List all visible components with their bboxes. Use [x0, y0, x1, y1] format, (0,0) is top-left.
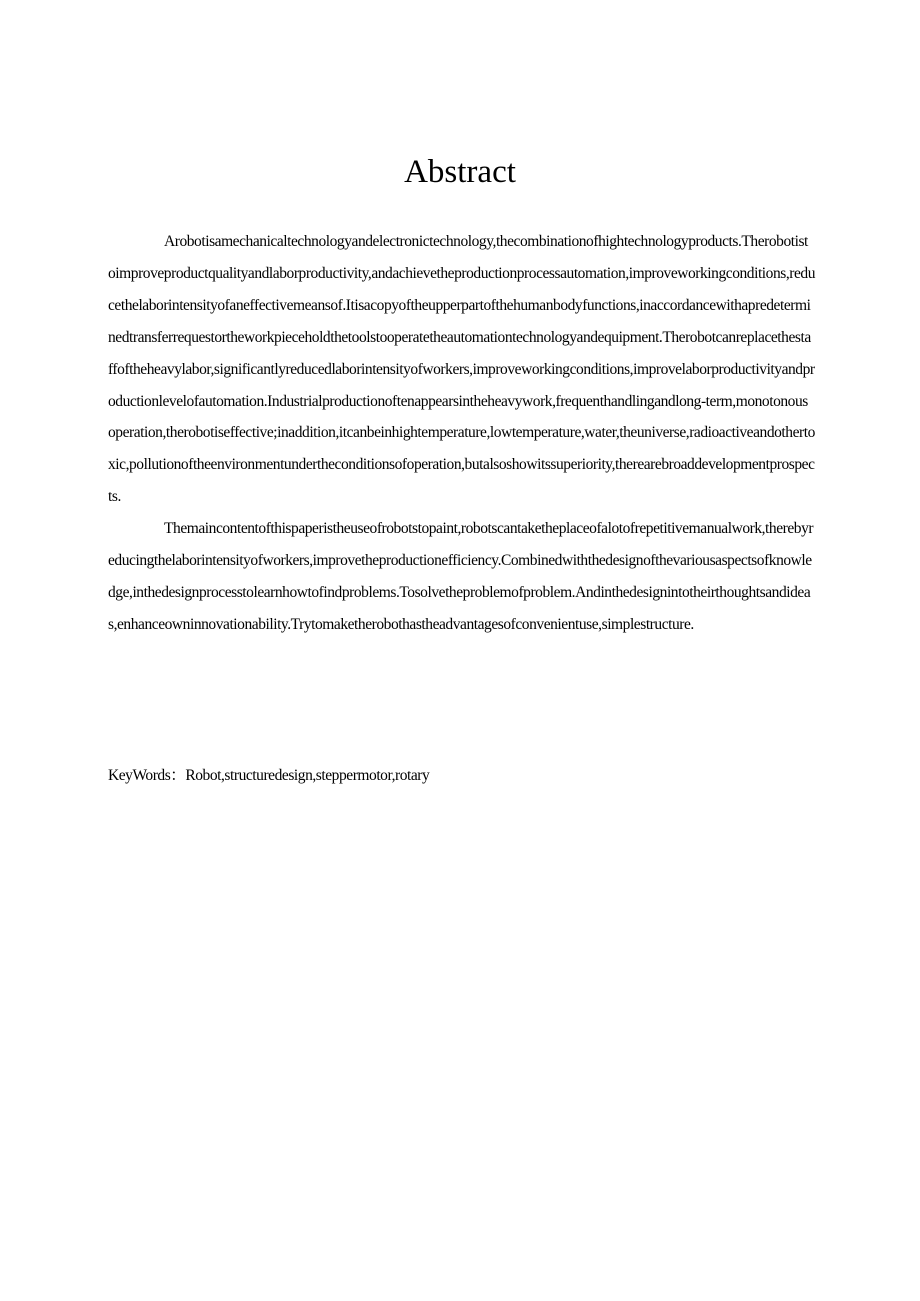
- keywords-line: [108, 760, 815, 792]
- abstract-body: [108, 226, 815, 641]
- abstract-paragraph-2: Themaincontentofthispaperistheuseofrobotstopaint,robotscantaketheplaceofalotofrepetitivemanualwork,therebyreducingthelaborintensityofworkers,improvetheproductionefficiency.Combinedwiththedesignofthevariousaspectsofknowledge,inthedesignprocesstolearnhowtofindproblems.Tosolvetheproblemofproblem.Andinthedesignintotheirthoughtsandideas,enhanceowninnovationability.Trytomaketherobothastheadvantagesofconvenientuse,simplestructure.: [108, 520, 814, 633]
- abstract-paragraph-1: Arobotisamechanicaltechnologyandelectronictechnology,thecombinationofhightechnologyproducts.Therobotistoimproveproductqualityandlaborproductivity,andachievetheproductionprocessautomation,improveworkingconditions,reducethelaborintensityofaneffectivemeansof.Itisacopyoftheupperpartofthehumanbodyfunctions,inaccordancewithapredeterminedtransferrequestortheworkpieceholdthetoolstooperatetheautomationtechnologyandequipment.Therobotcanreplacethestaffoftheheavylabor,significantlyreducedlaborintensityofworkers,improveworkingconditions,improvelaborproductivityandproductionlevelofautomation.Industrialproductionoftenappearsintheheavywork,frequenthandlingandlong-term,monotonousoperation,therobotiseffective;inaddition,itcanbeinhightemperature,lowtemperature,water,theuniverse,radioactiveandothertoxic,pollutionoftheenvironmentundertheconditionsofoperation,butalsoshowitssuperiority,therearebroaddevelopmentprospects.: [108, 233, 816, 506]
- keywords-value: Robot,structuredesign,steppermotor,rotary: [185, 767, 430, 784]
- page-title: Abstract: [404, 154, 516, 190]
- keywords-label: KeyWords：: [108, 767, 186, 784]
